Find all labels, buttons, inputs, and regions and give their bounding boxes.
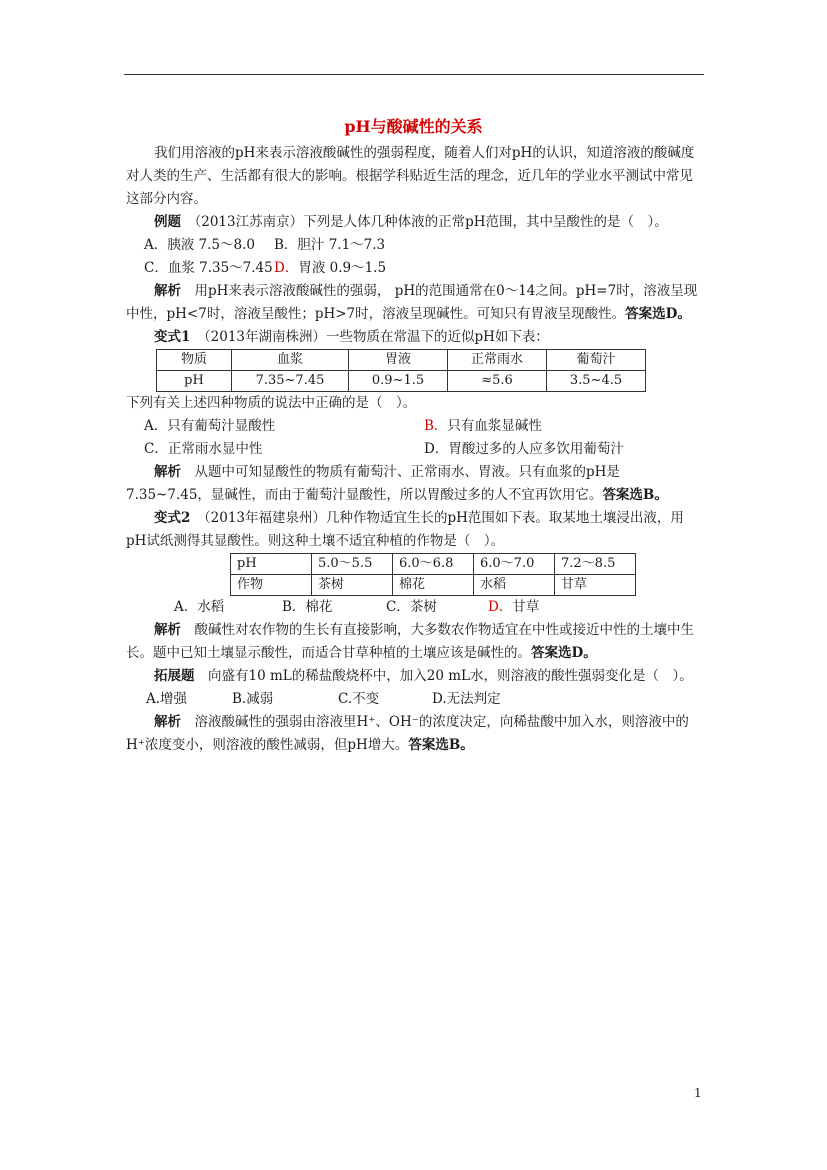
table-cell: pH bbox=[157, 371, 232, 392]
analysis-text: 酸碱性对农作物的生长有直接影响，大多数农作物适宜在中性或接近中性的土壤中生长。题中已知土壤显示酸性，而适合甘草种植的土壤应该是碱性的。 bbox=[126, 622, 694, 661]
table-cell: 甘草 bbox=[555, 575, 636, 596]
analysis-label: 解析 bbox=[154, 283, 181, 299]
page-title: pH与酸碱性的关系 bbox=[344, 117, 483, 136]
variant1-analysis bbox=[126, 461, 704, 507]
option-c: C．正常雨水显中性 bbox=[144, 441, 263, 457]
table-row bbox=[231, 575, 636, 596]
option-d-text: 胃液 0.9～1.5 bbox=[298, 260, 387, 276]
option-b-text: 只有血浆显碱性 bbox=[447, 418, 542, 434]
option-c: C．茶树 bbox=[386, 599, 437, 615]
table-cell: 正常雨水 bbox=[448, 350, 547, 371]
variant2-options-row bbox=[126, 596, 704, 619]
option-d: D．胃酸过多的人应多饮用葡萄汁 bbox=[424, 441, 624, 457]
table-cell: 血浆 bbox=[232, 350, 349, 371]
extension-label: 拓展题 bbox=[154, 668, 195, 684]
answer-text: 答案选D。 bbox=[625, 306, 691, 322]
table-cell: 5.0～5.5 bbox=[312, 554, 393, 575]
table-row bbox=[157, 350, 646, 371]
analysis-text: 从题中可知显酸性的物质有葡萄汁、正常雨水、胃液。只有血浆的pH是7.35~7.45，显碱性，而由于葡萄汁显酸性，所以胃酸过多的人不宜再饮用它。 bbox=[126, 464, 620, 503]
variant1-prompt: 下列有关上述四种物质的说法中正确的是（ ）。 bbox=[126, 395, 417, 411]
variant2-question bbox=[126, 507, 704, 553]
variant2-label: 变式2 bbox=[154, 510, 191, 526]
table-cell: 胃液 bbox=[349, 350, 448, 371]
table-cell: ≈5.6 bbox=[448, 371, 547, 392]
option-d-letter: D． bbox=[274, 260, 299, 276]
analysis-text: 溶液酸碱性的强弱由溶液里H⁺、OH⁻的浓度决定，向稀盐酸中加入水，则溶液中的H⁺浓度变小，则溶液的酸性减弱，但pH增大。 bbox=[126, 714, 689, 753]
variant1-text: （2013年湖南株洲）一些物质在常温下的近似pH如下表： bbox=[203, 329, 549, 345]
variant2-text: （2013年福建泉州）几种作物适宜生长的pH范围如下表。取某地土壤浸出液，用pH试纸测得其显酸性。则这种土壤不适宜种植的作物是（ ）。 bbox=[126, 510, 684, 549]
option-b: B.减弱 bbox=[232, 691, 274, 707]
table-row bbox=[157, 371, 646, 392]
example-options-row-1 bbox=[126, 234, 704, 257]
table-cell: 葡萄汁 bbox=[547, 350, 646, 371]
variant2-table bbox=[230, 553, 636, 596]
table-cell: 0.9~1.5 bbox=[349, 371, 448, 392]
analysis-label: 解析 bbox=[154, 622, 181, 638]
document-body bbox=[126, 142, 704, 757]
page-number: 1 bbox=[694, 1086, 702, 1100]
table-cell: 作物 bbox=[231, 575, 312, 596]
extension-options-row bbox=[126, 688, 704, 711]
answer-text: 答案选D。 bbox=[531, 645, 597, 661]
table-cell: 物质 bbox=[157, 350, 232, 371]
answer-text: 答案选B。 bbox=[408, 737, 474, 753]
variant2-analysis bbox=[126, 619, 704, 665]
analysis-text: 用pH来表示溶液酸碱性的强弱， pH的范围通常在0～14之间。pH=7时，溶液呈现中性，pH<7时，溶液呈酸性；pH>7时，溶液呈现碱性。可知只有胃液呈现酸性。 bbox=[126, 283, 698, 322]
option-b: B．胆汁 7.1～7.3 bbox=[274, 237, 386, 253]
table-cell: 7.2～8.5 bbox=[555, 554, 636, 575]
table-cell: 水稻 bbox=[474, 575, 555, 596]
option-a: A．胰液 7.5～8.0 bbox=[144, 237, 255, 253]
table-cell: 茶树 bbox=[312, 575, 393, 596]
option-d-letter: D． bbox=[488, 599, 513, 615]
table-cell: 3.5~4.5 bbox=[547, 371, 646, 392]
extension-text: 向盛有10 mL的稀盐酸烧杯中，加入20 mL水，则溶液的酸性强弱变化是（ ）。 bbox=[208, 668, 693, 684]
table-cell: 棉花 bbox=[393, 575, 474, 596]
option-c: C．血浆 7.35～7.45 bbox=[144, 260, 273, 276]
option-a: A．只有葡萄汁显酸性 bbox=[144, 418, 276, 434]
header-rule bbox=[124, 74, 704, 75]
variant1-options-row-1 bbox=[126, 415, 704, 438]
option-c: C.不变 bbox=[338, 691, 380, 707]
option-d: D.无法判定 bbox=[432, 691, 501, 707]
table-cell: 6.0～7.0 bbox=[474, 554, 555, 575]
variant1-label: 变式1 bbox=[154, 329, 191, 345]
example-text: （2013江苏南京）下列是人体几种体液的正常pH范围，其中呈酸性的是（ ）。 bbox=[194, 214, 668, 230]
example-options-row-2 bbox=[126, 257, 704, 280]
analysis-label: 解析 bbox=[154, 464, 181, 480]
table-cell: 7.35~7.45 bbox=[232, 371, 349, 392]
example-question bbox=[126, 211, 704, 234]
variant1-table bbox=[156, 349, 646, 392]
table-row bbox=[231, 554, 636, 575]
example-analysis bbox=[126, 280, 704, 326]
table-cell: pH bbox=[231, 554, 312, 575]
extension-analysis bbox=[126, 711, 704, 757]
option-a: A．水稻 bbox=[174, 599, 225, 615]
intro-paragraph: 我们用溶液的pH来表示溶液酸碱性的强弱程度，随着人们对pH的认识，知道溶液的酸碱度对人类的生产、生活都有很大的影响。根据学科贴近生活的理念，近几年的学业水平测试中常见这部分内容。 bbox=[126, 145, 695, 207]
example-label: 例题 bbox=[154, 214, 181, 230]
table-cell: 6.0～6.8 bbox=[393, 554, 474, 575]
option-b-letter: B． bbox=[424, 418, 448, 434]
variant1-options-row-2 bbox=[126, 438, 704, 461]
answer-text: 答案选B。 bbox=[602, 487, 668, 503]
option-a: A.增强 bbox=[146, 691, 188, 707]
option-d-text: 甘草 bbox=[512, 599, 540, 615]
analysis-label: 解析 bbox=[154, 714, 181, 730]
extension-question bbox=[126, 665, 704, 688]
option-b: B．棉花 bbox=[282, 599, 333, 615]
variant1-question bbox=[126, 326, 704, 349]
